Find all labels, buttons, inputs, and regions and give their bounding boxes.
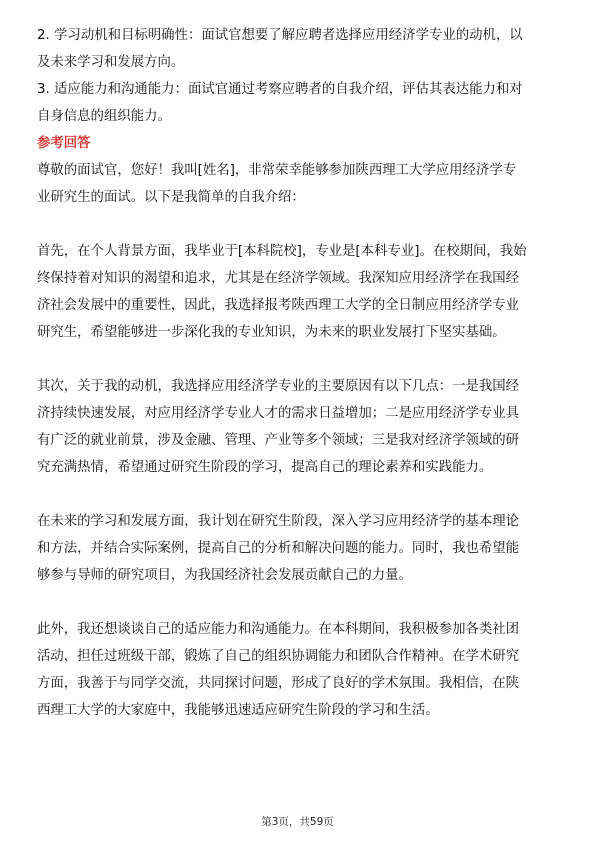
para3-line-3: 够参与导师的研究项目，为我国经济社会发展贡献自己的力量。 [37, 568, 412, 583]
para3-line-1: 在未来的学习和发展方面，我计划在研究生阶段，深入学习应用经济学的基本理论 [37, 514, 520, 529]
document-body [37, 22, 561, 724]
criteria-item-3-line-2: 自身信息的组织能力。 [37, 109, 171, 124]
para2-line-4: 究充满热情，希望通过研究生阶段的学习，提高自己的理论素养和实践能力。 [37, 460, 493, 475]
intro-line-1: 尊敬的面试官，您好！我叫[姓名]，非常荣幸能够参加陕西理工大学应用经济学专 [37, 163, 517, 178]
para1-line-4: 研究生，希望能够进一步深化我的专业知识，为未来的职业发展打下坚实基础。 [37, 325, 506, 340]
para4-line-3: 方面，我善于与同学交流，共同探讨问题，形成了良好的学术氛围。我相信，在陕 [37, 676, 520, 691]
paragraph-gap [37, 481, 561, 508]
intro-line-2: 业研究生的面试。以下是我简单的自我介绍： [37, 190, 305, 205]
criteria-item-3-line-1: 3. 适应能力和沟通能力：面试官通过考察应聘者的自我介绍，评估其表达能力和对 [37, 82, 523, 97]
para4-line-4: 西理工大学的大家庭中，我能够迅速适应研究生阶段的学习和生活。 [37, 703, 439, 718]
para1-line-2: 终保持着对知识的渴望和追求，尤其是在经济学领域。我深知应用经济学在我国经 [37, 271, 520, 286]
para4-line-2: 活动，担任过班级干部，锻炼了自己的组织协调能力和团队合作精神。在学术研究 [37, 649, 520, 664]
criteria-item-2-line-1: 2. 学习动机和目标明确性：面试官想要了解应聘者选择应用经济学专业的动机，以 [37, 28, 523, 43]
paragraph-gap [37, 589, 561, 616]
para3-line-2: 和方法，并结合实际案例，提高自己的分析和解决问题的能力。同时，我也希望能 [37, 541, 520, 556]
page-number: 第3页，共59页 [261, 816, 334, 828]
answer-heading: 参考回答 [37, 136, 91, 151]
paragraph-gap [37, 211, 561, 238]
criteria-item-2-line-2: 及未来学习和发展方向。 [37, 55, 185, 70]
paragraph-gap [37, 346, 561, 373]
para2-line-3: 有广泛的就业前景，涉及金融、管理、产业等多个领域；三是我对经济学领域的研 [37, 433, 520, 448]
para1-line-3: 济社会发展中的重要性，因此，我选择报考陕西理工大学的全日制应用经济学专业 [37, 298, 520, 313]
para2-line-1: 其次，关于我的动机，我选择应用经济学专业的主要原因有以下几点：一是我国经 [37, 379, 520, 394]
para1-line-1: 首先，在个人背景方面，我毕业于[本科院校]，专业是[本科专业]。在校期间，我始 [37, 244, 527, 259]
para4-line-1: 此外，我还想谈谈自己的适应能力和沟通能力。在本科期间，我积极参加各类社团 [37, 622, 520, 637]
para2-line-2: 济持续快速发展，对应用经济学专业人才的需求日益增加；二是应用经济学专业具 [37, 406, 520, 421]
